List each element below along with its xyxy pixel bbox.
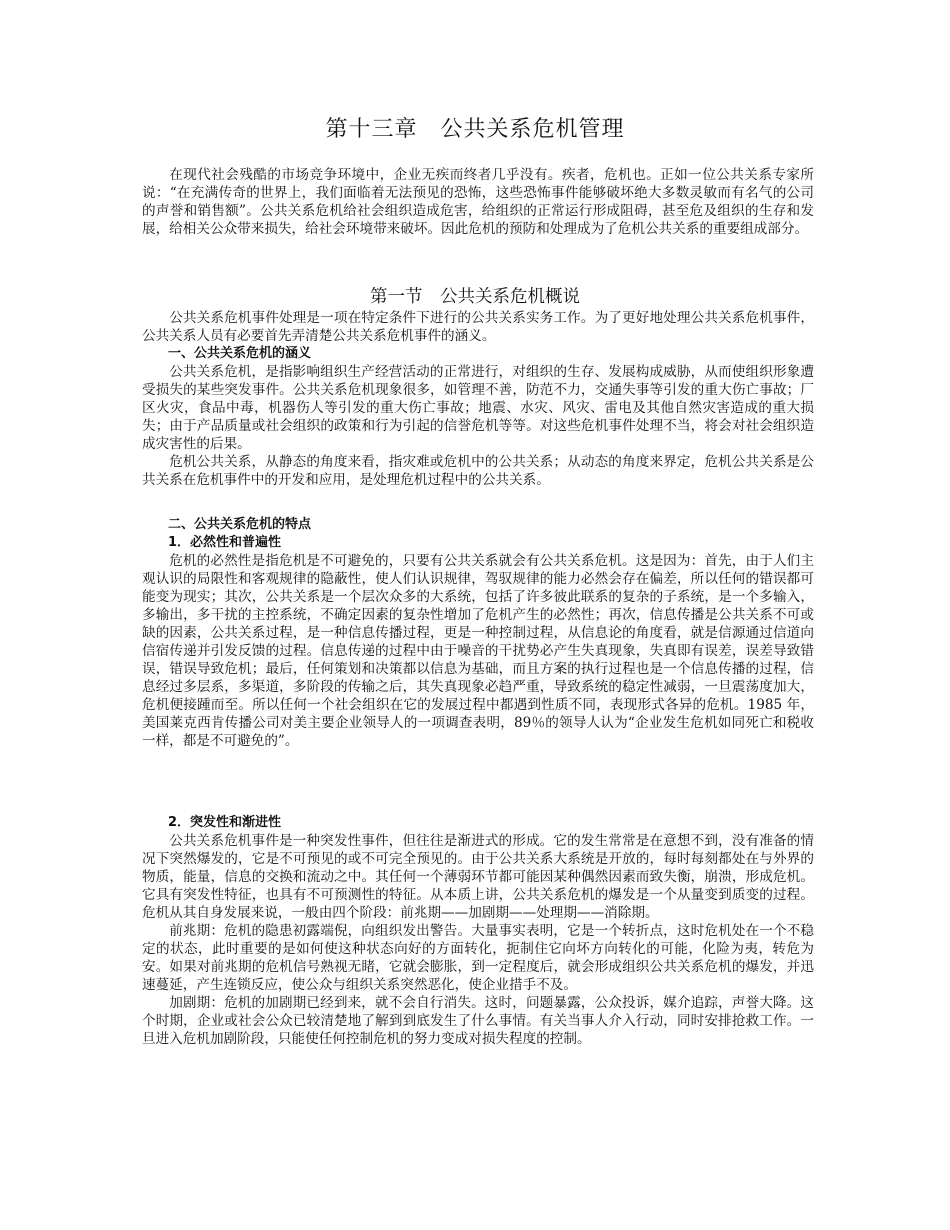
section-body-part2 bbox=[142, 516, 814, 750]
crisis-pr-paragraph: 危机公共关系，从静态的角度来看，指灾难或危机中的公共关系；从动态的角度来界定，危机公共关系是公共关系在危机事件中的开发和应用，是处理危机过程中的公共关系。 bbox=[142, 454, 814, 488]
subheading-suddenness: 2．突发性和渐进性 bbox=[168, 815, 282, 830]
suddenness-paragraph: 公共关系危机事件是一种突发性事件，但往往是渐进式的形成。它的发生常常是在意想不到，没有准备的情况下突然爆发的，它是不可预见的或不可完全预见的。由于公共关系大系统是开放的，每时每刻都处在与外界的物质，能量，信息的交换和流动之中。其任何一个薄弱环节都可能因某种偶然因素而致失衡，崩溃，形成危机。它具有突发性特征，也具有不可预测性的特征。从本质上讲，公共关系危机的爆发是一个从量变到质变的过程。危机从其自身发展来说，一般由四个阶段：前兆期——加剧期——处理期——消除期。 bbox=[142, 833, 814, 921]
inevitability-paragraph: 危机的必然性是指危机是不可避免的，只要有公共关系就会有公共关系危机。这是因为：首先，由于人们主观认识的局限性和客观规律的隐蔽性，使人们认识规律，驾驭规律的能力必然会存在偏差，所以任何的错误都可能变为现实；其次，公共关系是一个层次众多的大系统，包括了许多彼此联系的复杂的子系统，是一个多输入，多输出，多干扰的主控系统，不确定因素的复杂性增加了危机产生的必然性；再次，信息传播是公共关系不可或缺的因素，公共关系过程，是一种信息传播过程，更是一种控制过程，从信息论的角度看，就是信源通过信道向信宿传递并引发反馈的过程。信息传递的过程中由于噪音的干扰势必产生失真现象，失真即有误差，误差导致错误，错误导致危机；最后，任何策划和决策都以信息为基础，而且方案的执行过程也是一个信息传播的过程，信息经过多层系，多渠道，多阶段的传输之后，其失真现象必趋严重，导致系统的稳定性减弱，一旦震荡度加大，危机便接踵而至。所以任何一个社会组织在它的发展过程中都遇到性质不同，表现形式各异的危机。1985 年，美国莱克西肯传播公司对美主要企业领导人的一项调查表明，89％的领导人认为“企业发生危机如同死亡和税收一样，都是不可避免的”。 bbox=[142, 553, 814, 749]
heading-definition: 一、公共关系危机的涵义 bbox=[168, 346, 312, 361]
subheading-inevitability: 1．必然性和普遍性 bbox=[168, 535, 282, 550]
intro-paragraph: 在现代社会残酷的市场竞争环境中，企业无疾而终者几乎没有。疾者，危机也。正如一位公共关系专家所说：“在充满传奇的世界上，我们面临着无法预见的恐怖，这些恐怖事件能够破坏绝大多数灵敏而有名气的公司的声誉和销售额”。公共关系危机给社会组织造成危害，给组织的正常运行形成阻碍，甚至危及组织的生存和发展，给相关公众带来损失，给社会环境带来破坏。因此危机的预防和处理成为了危机公共关系的重要组成部分。 bbox=[142, 167, 814, 237]
section-intro-paragraph: 公共关系危机事件处理是一项在特定条件下进行的公共关系实务工作。为了更好地处理公共关系危机事件，公共关系人员有必要首先弄清楚公共关系危机事件的涵义。 bbox=[142, 310, 814, 344]
precursor-paragraph: 前兆期：危机的隐患初露端倪，向组织发出警告。大量事实表明，它是一个转折点，这时危机处在一个不稳定的状态，此时重要的是如何使这种状态向好的方面转化，扼制住它向坏方向转化的可能，化险为夷，转危为安。如果对前兆期的危机信号熟视无睹，它就会膨胀，到一定程度后，就会形成组织公共关系危机的爆发，并迅速蔓延，产生连锁反应，使公众与组织关系突然恶化，使企业措手不及。 bbox=[142, 923, 814, 993]
intro-block bbox=[142, 166, 814, 238]
section-title: 第一节 公共关系危机概说 bbox=[370, 287, 580, 307]
section-body-part3 bbox=[142, 814, 814, 1048]
escalation-paragraph: 加剧期：危机的加剧期已经到来，就不会自行消失。这时，问题暴露，公众投诉，媒介追踪，声誉大降。这个时期，企业或社会公众已较清楚地了解到到底发生了什么事情。有关当事人介入行动，同时安排抢救工作。一旦进入危机加剧阶段，只能使任何控制危机的努力变成对损失程度的控制。 bbox=[142, 995, 814, 1047]
section-body-part1 bbox=[142, 309, 814, 489]
chapter-title: 第十三章 公共关系危机管理 bbox=[325, 117, 625, 142]
heading-characteristics: 二、公共关系危机的特点 bbox=[168, 517, 312, 532]
definition-paragraph: 公共关系危机，是指影响组织生产经营活动的正常进行，对组织的生存、发展构成威胁，从而使组织形象遭受损失的某些突发事件。公共关系危机现象很多，如管理不善，防范不力，交通失事等引发的重大伤亡事故；厂区火灾，食品中毒，机器伤人等引发的重大伤亡事故；地震、水灾、风灾、雷电及其他自然灾害造成的重大损失；由于产品质量或社会组织的政策和行为引起的信誉危机等等。对这些危机事件处理不当，将会对社会组织造成灾害性的后果。 bbox=[142, 364, 814, 452]
